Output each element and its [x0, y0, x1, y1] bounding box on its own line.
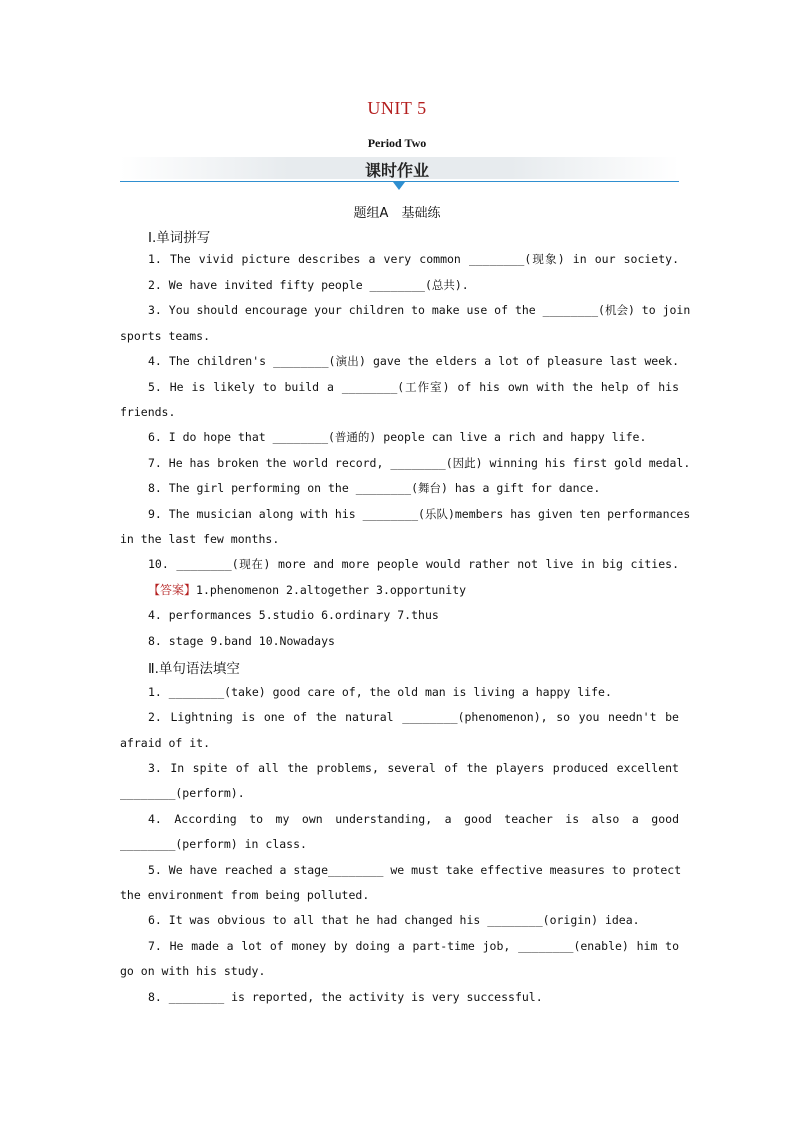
- text-line: friends.: [120, 405, 176, 419]
- text-line: 5. We have reached a stage________ we must take effective measures to protect: [148, 863, 682, 877]
- text-line: 6. I do hope that ________(普通的) people can live a rich and happy life.: [148, 430, 647, 444]
- text-line: 8. ________ is reported, the activity is very successful.: [148, 990, 543, 1004]
- text-line: 5. He is likely to build a ________(工作室) of his own with the help of his: [148, 380, 679, 394]
- text-line: the environment from being polluted.: [120, 888, 370, 902]
- banner-title: 课时作业: [364, 161, 429, 180]
- text-line: go on with his study.: [120, 964, 266, 978]
- text-line: 9. The musician along with his ________(乐队)members has given ten performances: [148, 507, 691, 521]
- text-line: 4. The children's ________(演出) gave the elders a lot of pleasure last week.: [148, 354, 679, 368]
- text-line: 6. It was obvious to all that he had changed his ________(origin) idea.: [148, 913, 640, 927]
- text-line: 3. You should encourage your children to make use of the ________(机会) to join: [148, 303, 691, 317]
- text-line: 10. ________(现在) more and more people would rather not live in big cities.: [148, 557, 679, 571]
- text-line: ________(perform) in class.: [120, 837, 307, 851]
- text-line: 2. Lightning is one of the natural ________(phenomenon), so you needn't be: [148, 710, 679, 724]
- section-heading: Ⅱ.单句语法填空: [148, 661, 240, 677]
- answer-line: 4. performances 5.studio 6.ordinary 7.thus: [148, 608, 439, 622]
- text-line: 1. ________(take) good care of, the old man is living a happy life.: [148, 685, 612, 699]
- answer-label: 【答案】: [148, 583, 197, 597]
- period-subtitle: Period Two: [367, 136, 427, 150]
- text-line: 8. The girl performing on the ________(舞台) has a gift for dance.: [148, 481, 601, 495]
- text-line: 2. We have invited fifty people ________(总共).: [148, 278, 469, 292]
- answer-text: 1.phenomenon 2.altogether 3.opportunity: [196, 583, 467, 597]
- text-line: 3. In spite of all the problems, several of the players produced excellent: [148, 761, 679, 775]
- answer-line: 8. stage 9.band 10.Nowadays: [148, 634, 335, 648]
- text-line: 7. He has broken the world record, ________(因此) winning his first gold medal.: [148, 456, 691, 470]
- section-heading: Ⅰ.单词拼写: [148, 230, 211, 246]
- unit-title: UNIT 5: [367, 98, 427, 118]
- text-line: 1. The vivid picture describes a very common ________(现象) in our society.: [148, 252, 679, 266]
- text-line: 4. According to my own understanding, a good teacher is also a good: [148, 812, 679, 826]
- text-line: ________(perform).: [120, 786, 245, 800]
- text-line: sports teams.: [120, 329, 211, 343]
- group-title: 题组A 基础练: [353, 206, 441, 221]
- answer-line: [148, 580, 679, 600]
- text-line: afraid of it.: [120, 736, 211, 750]
- text-line: in the last few months.: [120, 532, 280, 546]
- triangle-down-icon: [393, 182, 405, 190]
- text-line: 7. He made a lot of money by doing a part-time job, ________(enable) him to: [148, 939, 679, 953]
